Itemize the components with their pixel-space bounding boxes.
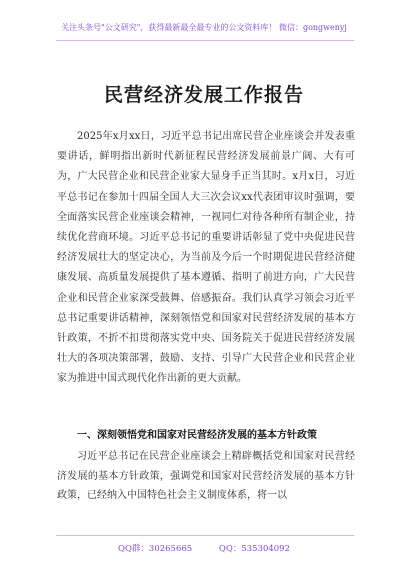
footer-qq: QQ：535304092 [218, 544, 290, 554]
body-paragraph: 习近平总书记在民营企业座谈会上精辟概括党和国家对民营经济发展的基本方针政策，强调党和国家对民营经济发展的基本方针政策，已经纳入中国特色社会主义制度体系，将一以 [57, 451, 355, 501]
body-paragraph: 2025年x月xx日，习近平总书记出席民营企业座谈会并发表重要讲话，鲜明指出新时代新征程民营经济发展前景广阔、大有可为，广大民营企业和民营企业家大显身手正当其时。x月x日，习近平总书记在参加十四届全国人大三次会议xx代表团审议时强调，要全面落实民营企业座谈会精神，一视同仁对待各种所有制企业，持续优化营商环境。习近平总书记的重要讲话彰显了党中央促进民营经济发展壮大的坚定决心，为当前及今后一个时期促进民营经济健康发展、高质量发展提供了基本遵循、指明了前进方向，广大民营企业和民营企业家深受鼓舞、倍感振奋。我们认真学习领会习近平总书记重要讲话精神，深刻领悟党和国家对民营经济发展的基本方针政策，不折不扣贯彻落实党中央、国务院关于促进民营经济发展壮大的各项决策部署，鼓励、支持、引导广大民营企业和民营企业家为推进中国式现代化作出新的更大贡献。 [57, 131, 355, 385]
footer-qq-group: QQ群：30265665 [117, 544, 193, 554]
footer [0, 542, 408, 554]
header-note: 关注头条号"公文研究"，获得最新最全最专业的公文资料库！ 微信：gongwenyj [61, 23, 347, 32]
header-divider [56, 40, 354, 41]
document-title: 民营经济发展工作报告 [103, 84, 304, 106]
footer-divider [56, 535, 354, 536]
section-heading: 一、深刻领悟党和国家对民营经济发展的基本方针政策 [77, 430, 317, 441]
